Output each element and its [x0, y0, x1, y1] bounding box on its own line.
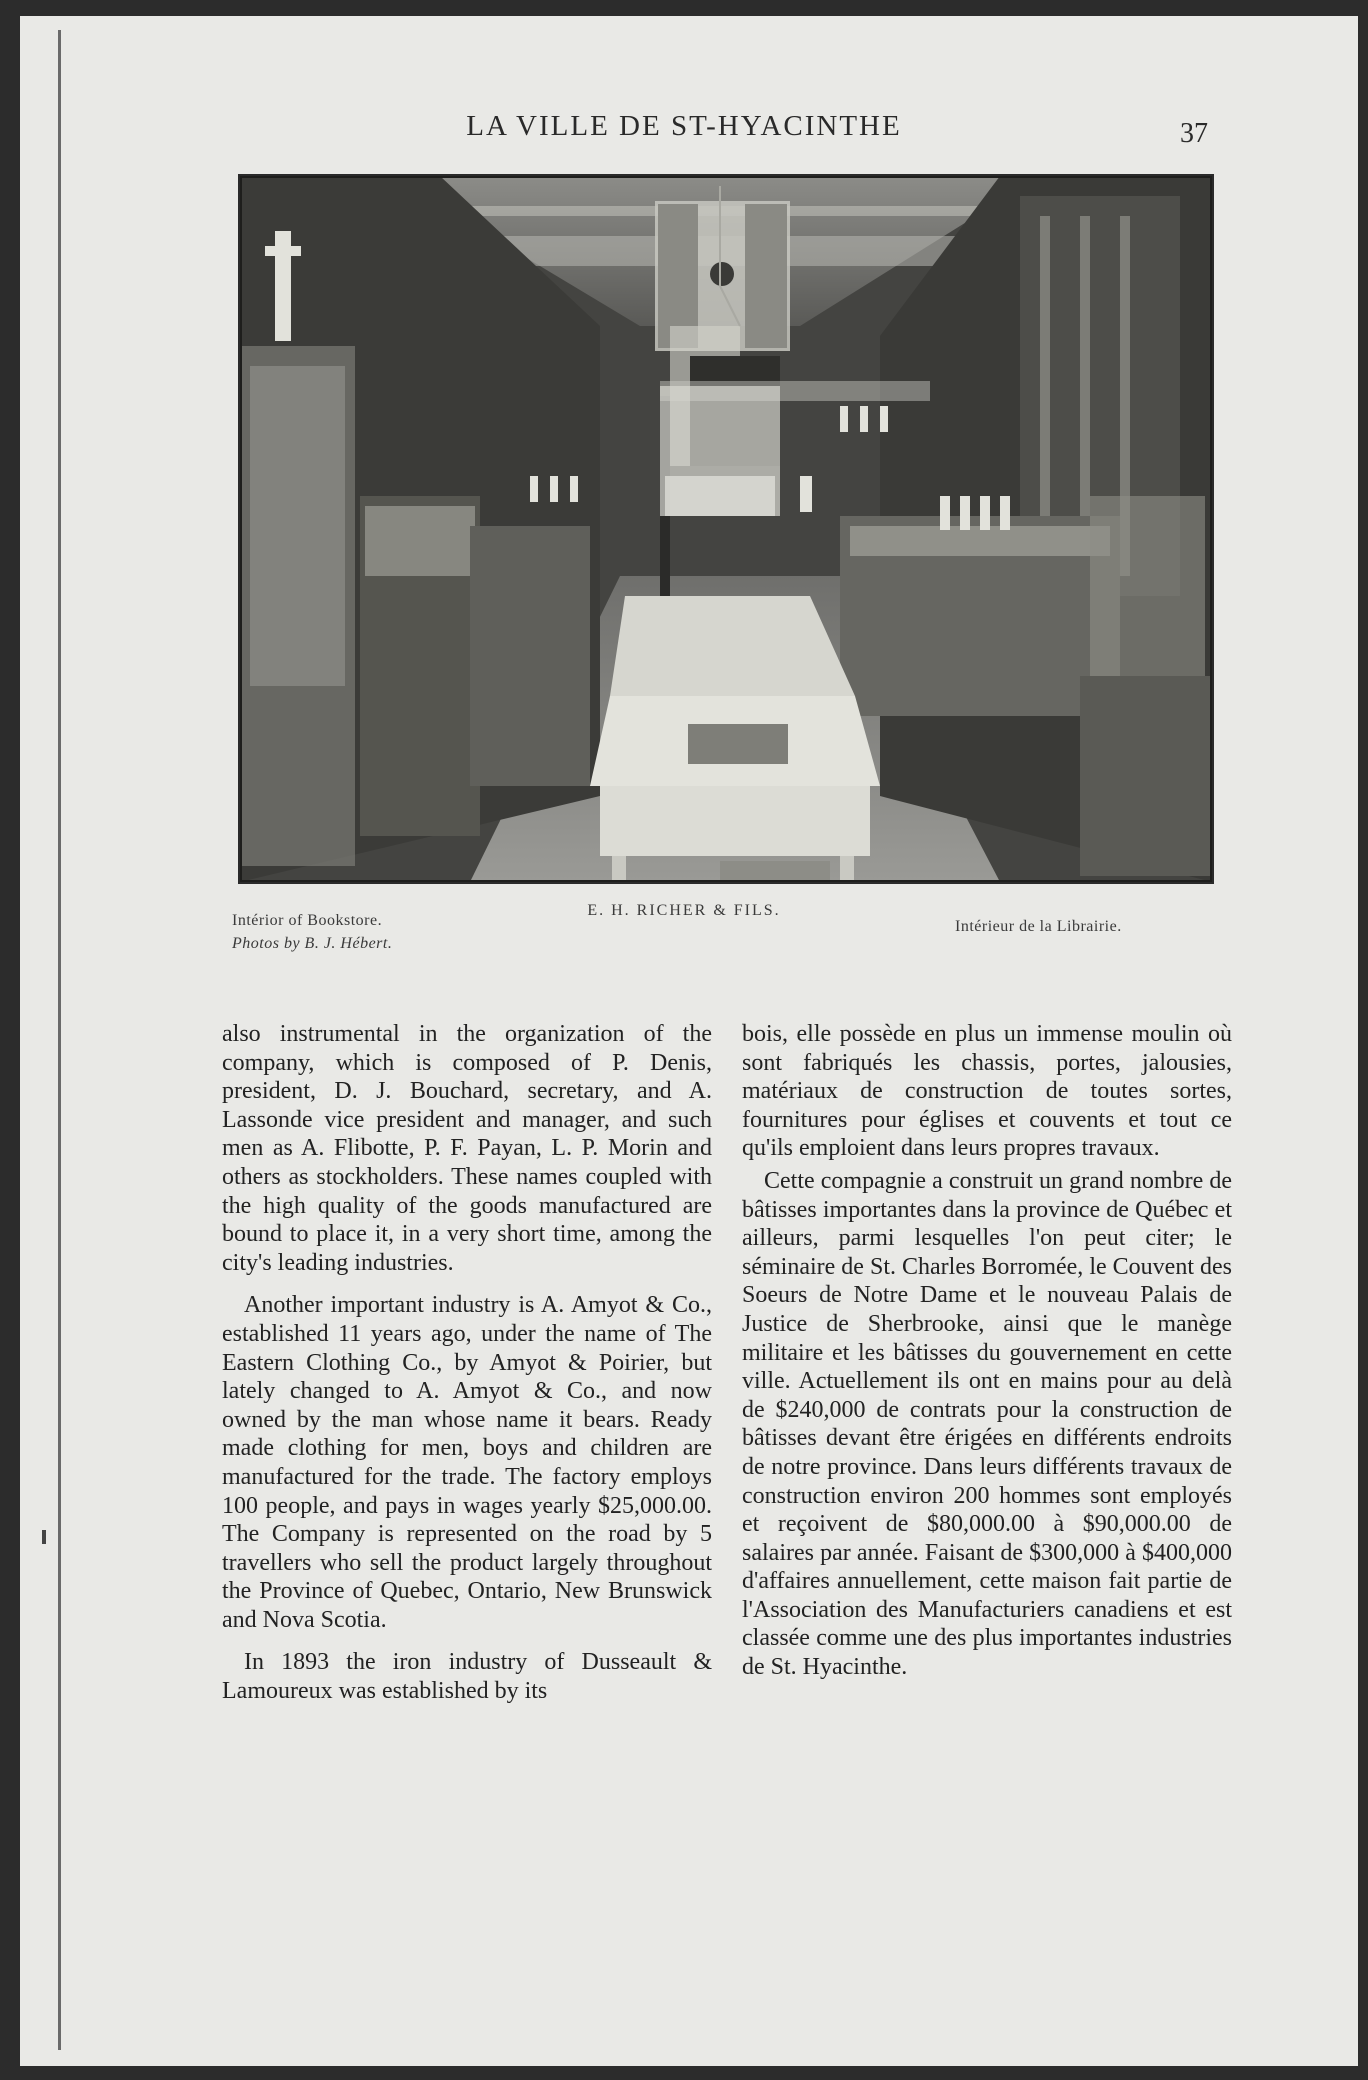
french-paragraph-1: bois, elle possède en plus un immense moulin où sont fabriqués les chassis, portes, jalousies, matériaux de construction de toutes sortes, fournitures pour églises et couvents et tout ce qu'ils emploient dans leurs propres travaux. [742, 1021, 1232, 1162]
page-number: 37 [1180, 118, 1208, 149]
english-paragraph-3: In 1893 the iron industry of Dusseault & Lamoureux was established by its [222, 1649, 712, 1705]
margin-mark [42, 1530, 46, 1544]
french-paragraph-2: Cette compagnie a construit un grand nombre de bâtisses importantes dans la province de Québec et ailleurs, parmi lesquelles l'on peut citer; le séminaire de St. Charles Borromée, le Couvent des Soeurs de Notre Dame et le nouveau Palais de Justice de Sherbrooke, ainsi que le manège militaire et les bâtisses du gouvernement en cette ville. Actuellement ils ont en mains pour au delà de $240,000 de contrats pour la construction de bâtisses devant être érigées en différents endroits de notre province. Dans leurs différents travaux de construction environ 200 hommes sont employés et reçoivent de $80,000.00 à $90,000.00 de salaires par année. Faisant de $300,000 à $400,000 d'affaires annuellement, cette maison fait partie de l'Association des Manufacturiers canadiens et est classée comme une des plus importantes industries de St. Hyacinthe. [742, 1167, 1232, 1681]
figure-caption-center: E. H. RICHER & FILS. [587, 902, 781, 919]
french-column [742, 1020, 1232, 1682]
english-paragraph-2: Another important industry is A. Amyot & Co., established 11 years ago, under the name of The Eastern Clothing Co., by Amyot & Poirier, but lately changed to A. Amyot & Co., and now owned by the man whose name it bears. Ready made clothing for men, boys and children are manufactured for the trade. The factory employs 100 people, and pays in wages yearly $25,000.00. The Company is represented on the road by 5 travellers who sell the product largely throughout the Province of Quebec, Ontario, New Brunswick and Nova Scotia. [222, 1292, 712, 1633]
figure-caption-french: Intérieur de la Librairie. [955, 918, 1122, 935]
figure-caption-english: Intérior of Bookstore. [232, 912, 383, 929]
running-title: LA VILLE DE ST-HYACINTHE [466, 110, 902, 142]
english-paragraph-1: also instrumental in the organization of the company, which is composed of P. Denis, president, D. J. Bouchard, secretary, and A. Lassonde vice president and manager, and such men as A. Flibotte, P. F. Payan, L. P. Morin and others as stockholders. These names coupled with the high quality of the goods manufactured are bound to place it, in a very short time, among the city's leading industries. [222, 1021, 712, 1276]
english-column [222, 1020, 712, 1706]
bookstore-interior-photo [238, 174, 1214, 884]
photo-credit: Photos by B. J. Hébert. [232, 935, 393, 952]
page-edge-line [58, 30, 61, 2050]
